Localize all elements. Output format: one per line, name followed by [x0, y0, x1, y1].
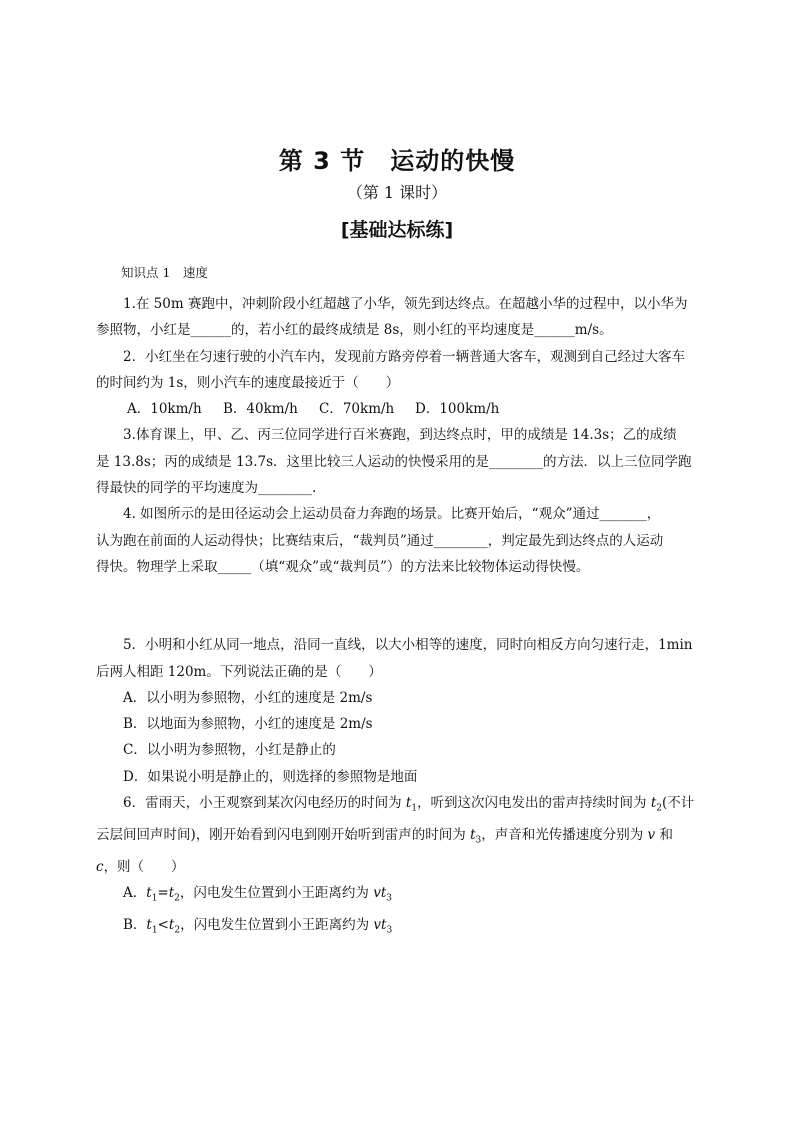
q4-line2: 认为跑在前面的人运动得快；比赛结束后，“裁判员”通过________，判定最先到达终点的人运动 — [96, 532, 664, 549]
knowledge-point-label: 知识点 1 速度 — [121, 265, 208, 280]
q2-option-a: A．10km/h — [127, 401, 202, 418]
q1-line1: 1.在 50m 赛跑中，冲刺阶段小红超越了小华，领先到达终点。在超越小华的过程中，以小华为 — [123, 296, 688, 312]
page-title: 第 3 节 运动的快慢 — [278, 147, 516, 175]
q4-line3: 得快。物理学上采取_____（填“观众”或“裁判员”）的方法来比较物体运动得快慢。 — [96, 558, 590, 575]
spacer — [96, 580, 700, 606]
q5-option-b: B．以地面为参照物，小红的速度是 2m/s — [123, 716, 373, 733]
q2-options — [96, 396, 700, 422]
section-heading: [基础达标练] — [340, 219, 454, 241]
spacer — [96, 606, 700, 632]
q2-line2: 的时间约为 1s，则小汽车的速度最接近于（ ） — [96, 374, 400, 391]
q6-line2: 云层间回声时间)，刚开始看到闪电到刚开始听到雷声的时间为 $t_3$，声音和光传播速度分别为 v 和 — [96, 827, 673, 846]
q2-option-c: C．70km/h — [319, 401, 395, 418]
page-subtitle: （第 1 课时） — [346, 183, 448, 202]
q6-option-a: A．$t_1=t_2$，闪电发生位置到小王距离约为 $vt_3$ — [123, 885, 393, 904]
questions-body — [96, 291, 700, 944]
q3-line1: 3.体育课上，甲、乙、丙三位同学进行百米赛跑，到达终点时，甲的成绩是 14.3s；乙的成绩 — [123, 427, 677, 444]
q6-option-b: B．$t_1<t_2$，闪电发生位置到小王距离约为 $vt_3$ — [123, 917, 393, 936]
q5-line2: 后两人相距 120m。下列说法正确的是（ ） — [96, 663, 382, 680]
q2-option-b: B．40km/h — [223, 401, 298, 418]
q6-line1: 6．雷雨天，小王观察到某次闪电经历的时间为 $t_1$，听到这次闪电发出的雷声持续时间为 $t_2$(不计 — [123, 795, 695, 814]
q5-option-d: D．如果说小明是静止的，则选择的参照物是地面 — [123, 768, 418, 785]
q2-option-d: D．100km/h — [415, 401, 500, 418]
q2-line1: 2．小红坐在匀速行驶的小汽车内，发现前方路旁停着一辆普通大客车，观测到自己经过大客车 — [123, 348, 686, 365]
q3-line2: 是 13.8s；丙的成绩是 13.7s．这里比较三人运动的快慢采用的是________的方法．以上三位同学跑 — [96, 453, 692, 470]
q1-line2: 参照物，小红是______的，若小红的最终成绩是 8s，则小红的平均速度是______m/s。 — [96, 322, 613, 339]
q5-line1: 5．小明和小红从同一地点，沿同一直线，以大小相等的速度，同时向相反方向匀速行走，1min — [123, 637, 693, 654]
q5-option-c: C．以小明为参照物，小红是静止的 — [123, 742, 336, 759]
q6-line3: c，则（ ） — [96, 859, 185, 876]
q4-line1: 4. 如图所示的是田径运动会上运动员奋力奔跑的场景。比赛开始后，“观众”通过_______， — [123, 506, 661, 523]
q5-option-a: A．以小明为参照物，小红的速度是 2m/s — [123, 689, 373, 706]
q3-line3: 得最快的同学的平均速度为________. — [96, 480, 317, 497]
